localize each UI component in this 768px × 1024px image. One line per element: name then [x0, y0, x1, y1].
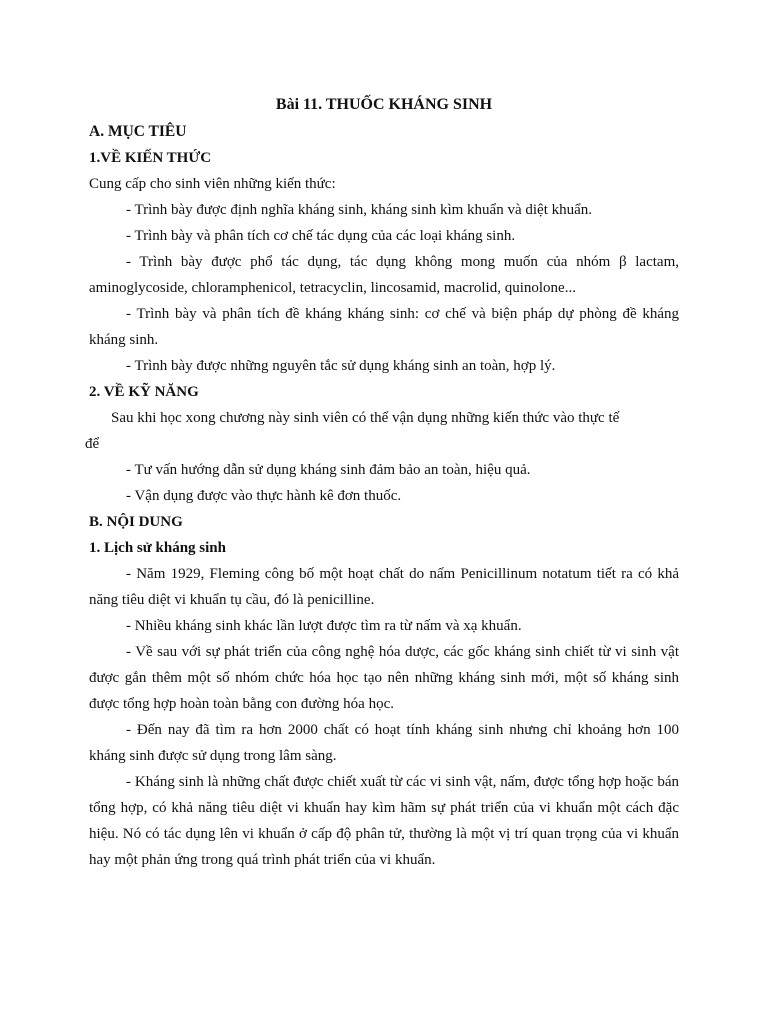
lesson-title: Bài 11. THUỐC KHÁNG SINH: [275, 96, 493, 113]
skills-item: - Tư vấn hướng dẫn sử dụng kháng sinh đảm bảo an toàn, hiệu quả.: [126, 462, 531, 478]
knowledge-heading: 1.VỀ KIẾN THỨC: [89, 150, 212, 166]
history-paragraph: - Đến nay đã tìm ra hơn 2000 chất có hoạt tính kháng sinh nhưng chỉ khoảng hơn 100 kháng sinh được sử dụng trong lâm sàng.: [89, 722, 679, 764]
history-heading: 1. Lịch sử kháng sinh: [89, 540, 226, 556]
history-paragraph: - Nhiều kháng sinh khác lần lượt được tìm ra từ nấm và xạ khuẩn.: [126, 618, 522, 634]
knowledge-item: - Trình bày được những nguyên tắc sử dụng kháng sinh an toàn, hợp lý.: [126, 358, 556, 374]
section-a-heading: A. MỤC TIÊU: [89, 123, 187, 140]
skills-intro: Sau khi học xong chương này sinh viên có thể vận dụng những kiến thức vào thực tế: [111, 410, 620, 426]
section-b-heading: B. NỘI DUNG: [89, 514, 183, 530]
history-paragraph: - Năm 1929, Fleming công bố một hoạt chất do nấm Penicillinum notatum tiết ra có khả năng tiêu diệt vi khuẩn tụ cầu, đó là penicilline.: [89, 566, 679, 608]
history-paragraph: - Về sau với sự phát triển của công nghệ hóa dược, các gốc kháng sinh chiết từ vi sinh vật được gắn thêm một số nhóm chức hóa học tạo nên những kháng sinh mới, một số kháng sinh được tổng hợp hoàn toàn bằng con đường hóa học.: [89, 644, 679, 712]
knowledge-item: - Trình bày được định nghĩa kháng sinh, kháng sinh kìm khuẩn và diệt khuẩn.: [126, 202, 593, 218]
history-paragraph: - Kháng sinh là những chất được chiết xuất từ các vi sinh vật, nấm, được tổng hợp hoặc bán tổng hợp, có khả năng tiêu diệt vi khuẩn hay kìm hãm sự phát triển của vi khuẩn một cách đặc hiệu. Nó có tác dụng lên vi khuẩn ở cấp độ phân tử, thường là một vị trí quan trọng của vi khuẩn hay một phản ứng trong quá trình phát triển của vi khuẩn.: [89, 774, 679, 868]
knowledge-intro: Cung cấp cho sinh viên những kiến thức:: [89, 176, 336, 192]
skills-heading: 2. VỀ KỸ NĂNG: [89, 384, 199, 400]
knowledge-item: - Trình bày và phân tích cơ chế tác dụng của các loại kháng sinh.: [126, 228, 516, 244]
knowledge-item: - Trình bày được phổ tác dụng, tác dụng không mong muốn của nhóm β lactam, aminoglycoside, chloramphenicol, tetracyclin, lincosamid, macrolid, quinolone...: [89, 254, 679, 296]
skills-item: - Vận dụng được vào thực hành kê đơn thuốc.: [126, 488, 402, 504]
skills-intro-continuation: để: [85, 436, 100, 452]
knowledge-item: - Trình bày và phân tích đề kháng kháng sinh: cơ chế và biện pháp dự phòng đề kháng kháng sinh.: [89, 306, 679, 348]
